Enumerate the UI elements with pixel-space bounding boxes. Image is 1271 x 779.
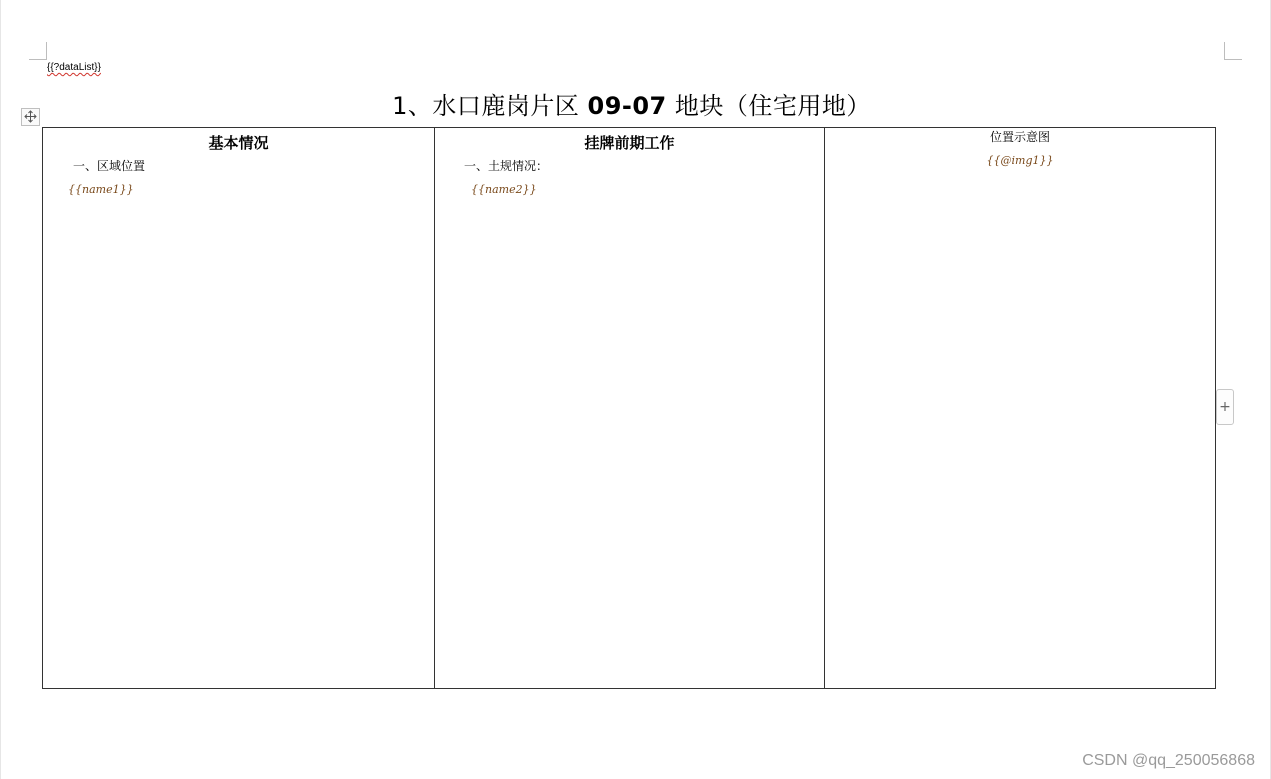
info-table <box>42 127 1216 689</box>
table-cell-location-map[interactable] <box>825 128 1215 688</box>
move-arrows-icon <box>24 108 37 127</box>
watermark-text: CSDN @qq_250056868 <box>1082 752 1255 769</box>
table-cell-basic-info[interactable] <box>43 128 435 688</box>
add-column-button[interactable] <box>1216 389 1234 425</box>
title-suffix: 地块（住宅用地） <box>666 92 871 120</box>
template-placeholder-img1: {{@img1}} <box>986 154 1054 167</box>
column-header-basic-info: 基本情况 <box>208 134 269 152</box>
title-prefix: 1、水口鹿岗片区 <box>392 92 588 120</box>
page-corner-mark-top-left <box>29 42 47 60</box>
table-cell-pre-listing-work[interactable] <box>435 128 825 688</box>
section-title-land-planning: 一、土规情况： <box>464 159 549 173</box>
template-placeholder-name2: {{name2}} <box>471 183 537 196</box>
column-header-pre-listing-work: 挂牌前期工作 <box>584 134 675 152</box>
page-corner-mark-top-right <box>1224 42 1242 60</box>
title-code: 09-07 <box>587 92 667 120</box>
template-placeholder-name1: {{name1}} <box>68 183 134 196</box>
page-title[interactable] <box>1 86 1262 121</box>
loop-template-tag[interactable]: {{?dataList}} <box>47 62 101 73</box>
plus-icon: + <box>1219 399 1231 415</box>
column-header-location-map: 位置示意图 <box>989 130 1050 144</box>
table-move-handle[interactable] <box>21 108 40 126</box>
section-title-area-location: 一、区域位置 <box>73 159 146 173</box>
